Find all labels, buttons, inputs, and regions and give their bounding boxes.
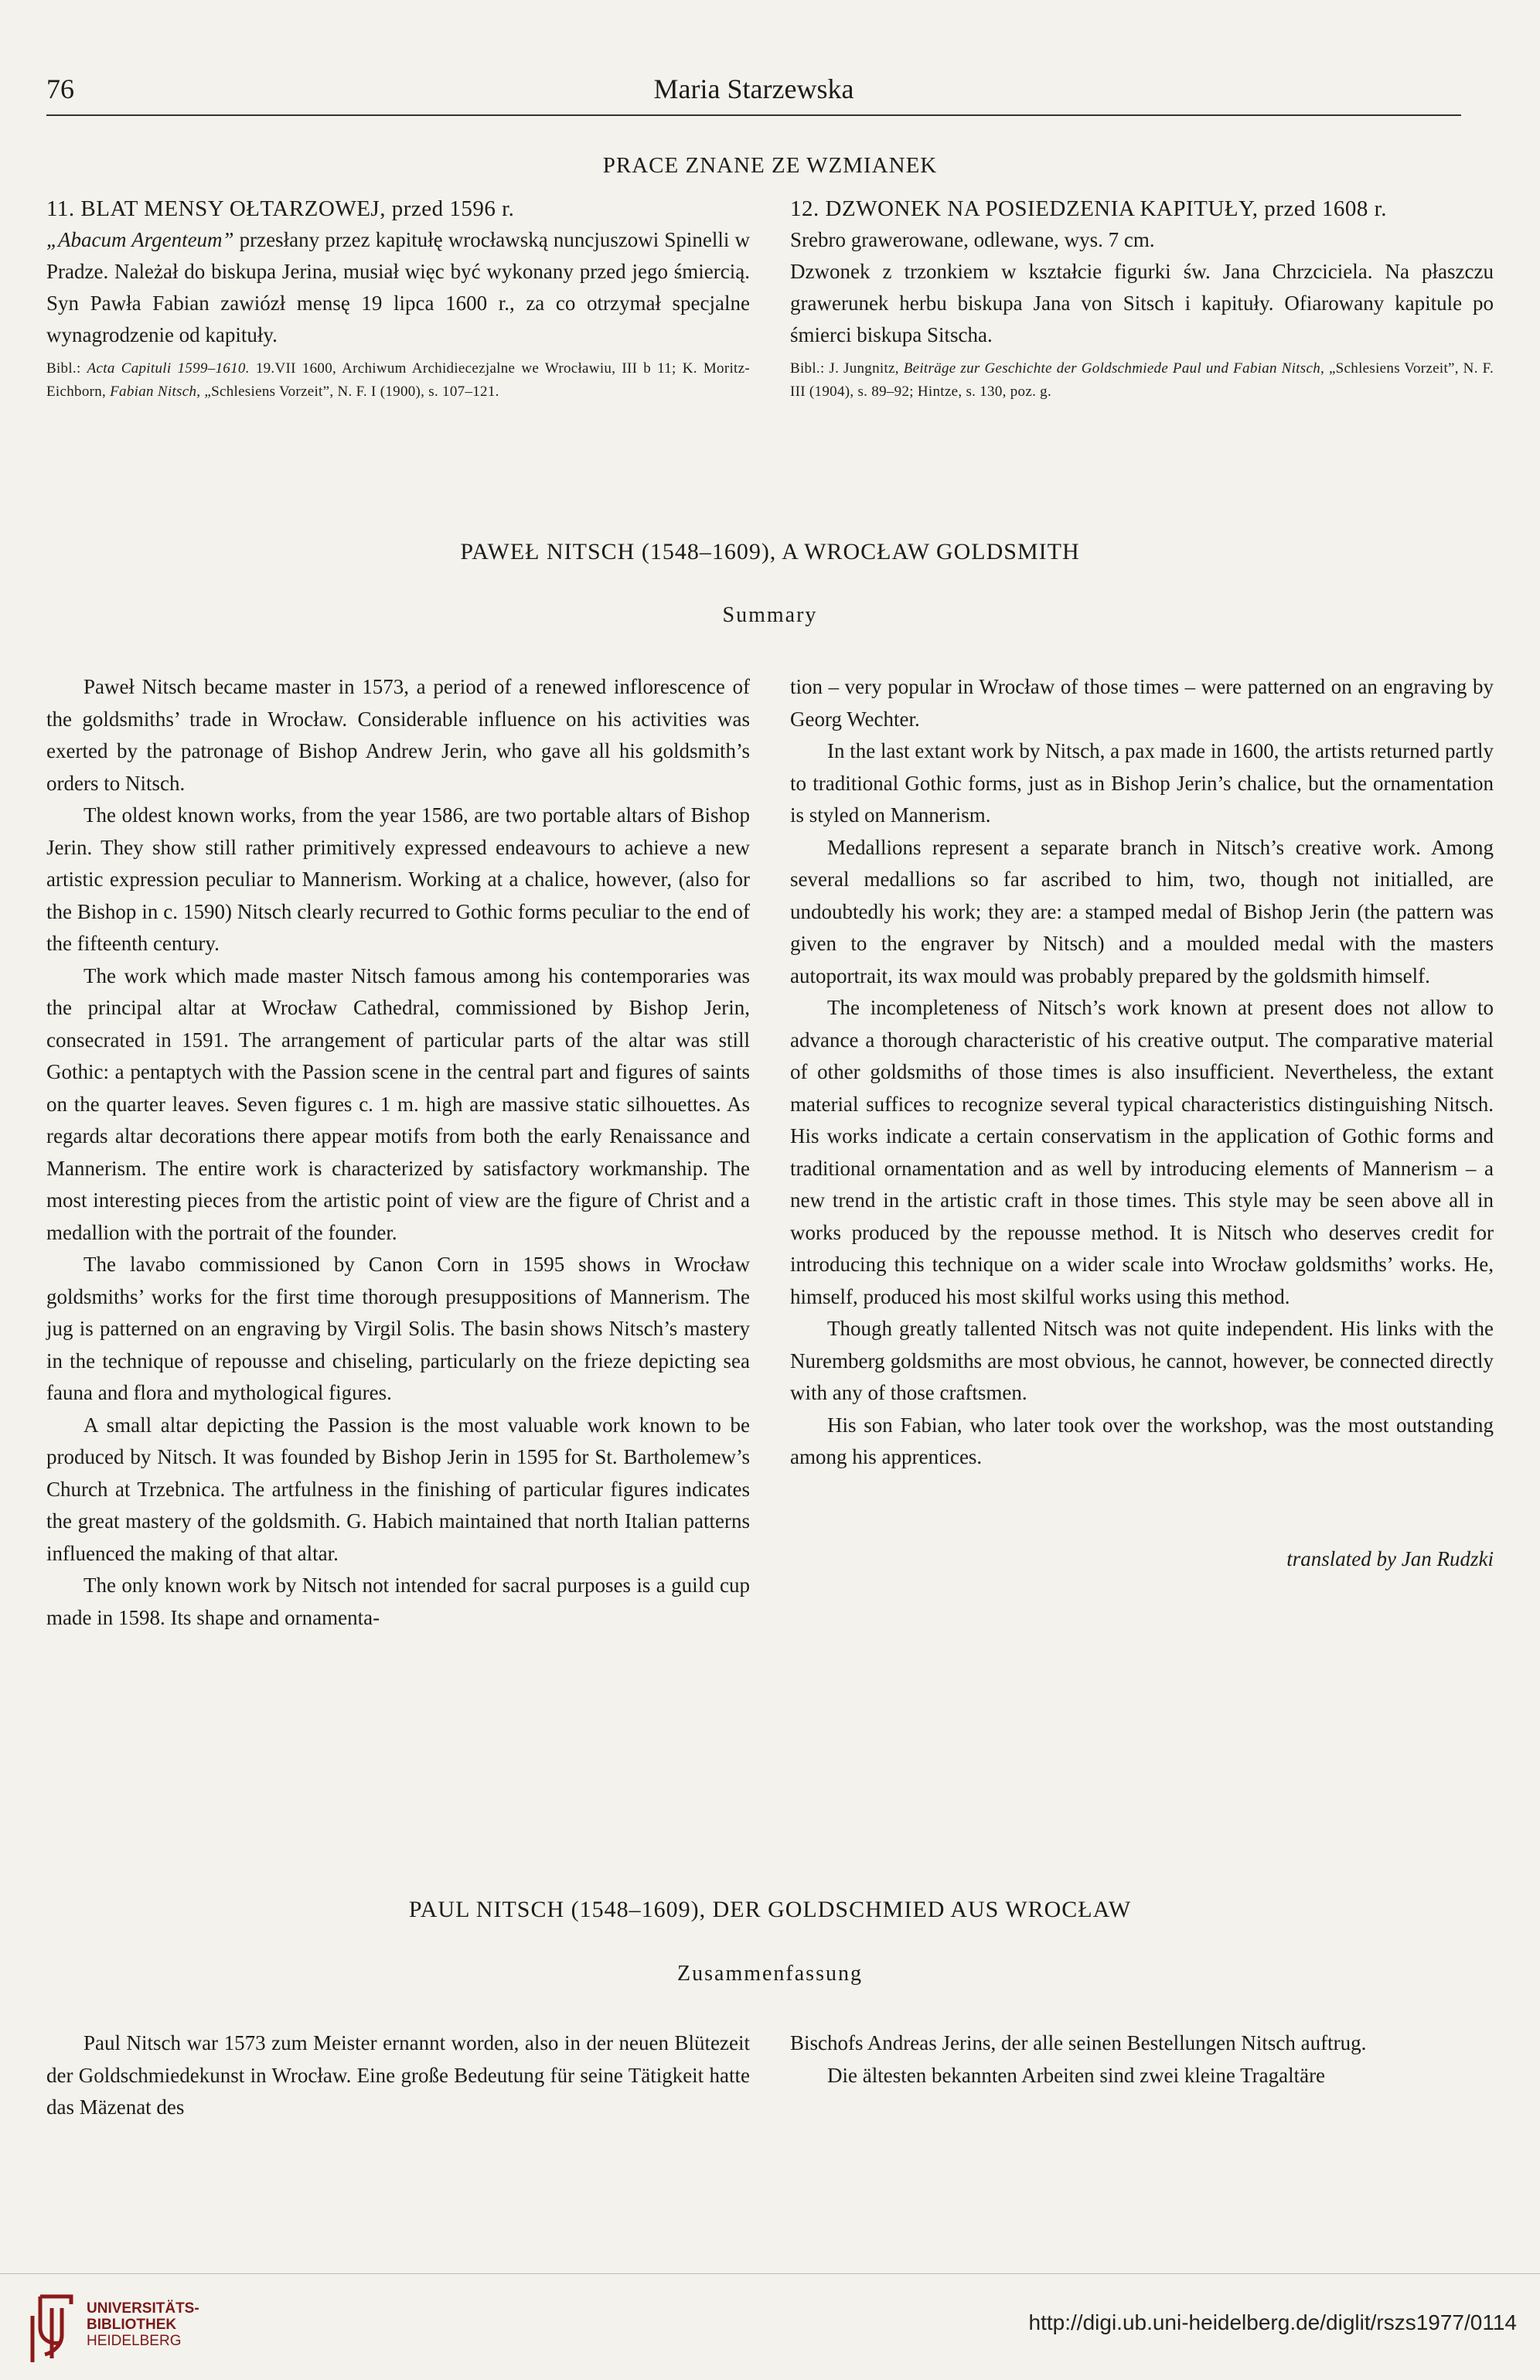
german-summary-subheading: Zusammenfassung bbox=[677, 1962, 863, 1986]
entry-11-body: przesłany przez kapitułę wrocławską nuncjuszowi Spinelli w Pradze. Należał do biskupa Jerina, musiał więc być wykonany przed jego śmiercią. Syn Pawła Fabian zawiózł mensę 19 lipca 1600 r., za co otrzymał specjalne wynagrodzenie od kapituły. bbox=[46, 228, 750, 346]
de-right-paragraph-2: Die ältesten bekannten Arbeiten sind zwei kleine Tragaltäre bbox=[827, 2063, 1326, 2087]
library-name bbox=[87, 2300, 199, 2349]
bibl-12-rest: „Schlesiens Vorzeit”, N. F. III (1904), s. 89–92; Hintze, s. 130, poz. g. bbox=[790, 360, 1494, 400]
library-logo-icon bbox=[17, 2281, 87, 2366]
en-right-paragraph-2: In the last extant work by Nitsch, a pax made in 1600, the artists returned partly to traditional Gothic forms, just as in Bishop Jerin’s chalice, but the ornamentation is styled on Mannerism. bbox=[790, 739, 1494, 827]
entry-11-italic: „Abacum Argenteum” bbox=[46, 228, 234, 251]
german-summary-heading: PAUL NITSCH (1548–1609), DER GOLDSCHMIED AUS WROCŁAW bbox=[408, 1897, 1132, 1922]
library-name-line-2: BIBLIOTHEK bbox=[87, 2317, 177, 2333]
entry-11-title: 11. BLAT MENSY OŁTARZOWEJ, przed 1596 r. bbox=[46, 196, 515, 221]
en-left-paragraph-4: The lavabo commissioned by Canon Corn in 1595 shows in Wrocław goldsmiths’ works for the first time thorough presuppositions of Mannerism. The jug is patterned on an engraving by Virgil Solis. The basin shows Nitsch’s mastery in the technique of repousse and chiseling, particularly on the frieze depicting sea fauna and flora and mythological figures. bbox=[46, 1253, 750, 1404]
running-title: Maria Starzewska bbox=[653, 73, 854, 104]
header-rule bbox=[46, 114, 1461, 116]
german-summary-right-column bbox=[790, 2027, 1494, 2092]
english-summary-heading: PAWEŁ NITSCH (1548–1609), A WROCŁAW GOLDSMITH bbox=[460, 539, 1080, 564]
en-left-paragraph-1: Paweł Nitsch became master in 1573, a period of a renewed inflorescence of the goldsmiths’ trade in Wrocław. Considerable influence on his activities was exerted by the patronage of Bishop Andrew Jerin, who gave all his goldsmith’s orders to Nitsch. bbox=[46, 675, 750, 795]
entry-12-line1: Srebro grawerowane, odlewane, wys. 7 cm. bbox=[790, 228, 1155, 251]
entry-11 bbox=[46, 193, 750, 404]
footer-rule bbox=[0, 2273, 1540, 2274]
known-section-heading: PRACE ZNANE ZE WZMIANEK bbox=[602, 153, 938, 178]
english-summary-subheading: Summary bbox=[722, 603, 818, 627]
german-summary-left-column bbox=[46, 2027, 750, 2124]
running-head bbox=[46, 68, 1461, 114]
de-left-paragraph-1: Paul Nitsch war 1573 zum Meister ernannt worden, also in der neuen Blütezeit der Goldschmiedekunst in Wrocław. Eine große Bedeutung für seine Tätigkeit hatte das Mäzenat des bbox=[46, 2031, 750, 2119]
de-right-paragraph-1: Bischofs Andreas Jerins, der alle seinen Bestellungen Nitsch auftrug. bbox=[790, 2031, 1367, 2054]
entry-12-text: Dzwonek z trzonkiem w kształcie figurki św. Jana Chrzciciela. Na płaszczu grawerunek herbu biskupa Jana von Sitsch i kapituły. Ofiarowany kapitule po śmierci biskupa Sitscha. bbox=[790, 260, 1494, 346]
en-left-paragraph-3: The work which made master Nitsch famous among his contemporaries was the principal altar at Wrocław Cathedral, commissioned by Bishop Jerin, consecrated in 1591. The arrangement of particular parts of the altar was still Gothic: a pentaptych with the Passion scene in the central part and figures of saints on the quarter leaves. Seven figures c. 1 m. high are massive static silhouettes. As regards altar decorations there appear motifs from both the early Renaissance and Mannerism. The entire work is characterized by satisfactory workmanship. The most interesting pieces from the artistic point of view are the figure of Christ and a medallion with the portrait of the founder. bbox=[46, 963, 750, 1244]
bibl-11-rest2: „Schlesiens Vorzeit”, N. F. I (1900), s. 107–121. bbox=[200, 384, 499, 400]
source-url-link[interactable]: http://digi.ub.uni-heidelberg.de/diglit/rszs1977/0114 bbox=[1028, 2310, 1517, 2334]
en-right-paragraph-1: tion – very popular in Wrocław of those times – were patterned on an engraving by Georg Wechter. bbox=[790, 675, 1494, 731]
library-name-line-3: HEIDELBERG bbox=[87, 2333, 182, 2349]
page-number: 76 bbox=[46, 73, 74, 104]
entry-11-bibliography bbox=[46, 357, 750, 404]
entry-12 bbox=[790, 193, 1494, 404]
entry-11-text bbox=[46, 224, 750, 351]
bibl-12-prefix: Bibl.: J. Jungnitz, bbox=[790, 360, 904, 377]
en-right-paragraph-6: His son Fabian, who later took over the workshop, was the most outstanding among his apprentices. bbox=[790, 1413, 1494, 1468]
en-right-paragraph-5: Though greatly tallented Nitsch was not quite independent. His links with the Nuremberg goldsmiths are most obvious, he cannot, however, be connected directly with any of those craftsmen. bbox=[790, 1317, 1494, 1404]
english-summary-right-column bbox=[790, 671, 1494, 1575]
bibl-11-prefix: Bibl.: bbox=[46, 360, 87, 377]
en-left-paragraph-2: The oldest known works, from the year 1586, are two portable altars of Bishop Jerin. They show still rather primitively expressed endeavours to achieve a new artistic expression peculiar to Mannerism. Working at a chalice, however, (also for the Bishop in c. 1590) Nitsch clearly recurred to Gothic forms peculiar to the end of the fifteenth century. bbox=[46, 803, 750, 955]
bibl-12-italic: Beiträge zur Geschichte der Goldschmiede Paul und Fabian Nitsch, bbox=[903, 360, 1325, 377]
bibl-11-italic: Acta Capituli 1599–1610. bbox=[87, 360, 250, 377]
bibl-11-rest: 19.VII 1600, Archiwum Archidiecezjalne we Wrocławiu, III b 11; K. Moritz-Eichborn, bbox=[46, 360, 750, 400]
en-left-paragraph-6: The only known work by Nitsch not intended for sacral purposes is a guild cup made in 1598. Its shape and ornamenta- bbox=[46, 1574, 750, 1629]
en-right-paragraph-3: Medallions represent a separate branch in Nitsch’s creative work. Among several medallions so far ascribed to him, two, though not initialled, are undoubtedly his work; they are: a stamped medal of Bishop Jerin (the pattern was given to the engraver by Nitsch) and a moulded medal with the masters autoportrait, its wax mould was probably prepared by the goldsmith himself. bbox=[790, 835, 1494, 987]
bibl-11-italic2: Fabian Nitsch, bbox=[110, 384, 201, 400]
translator-credit: translated by Jan Rudzki bbox=[1286, 1546, 1494, 1570]
en-right-paragraph-4: The incompleteness of Nitsch’s work known at present does not allow to advance a thorough characteristic of his creative output. The comparative material of other goldsmiths of those times is also insufficient. Nevertheless, the extant material suffices to recognize several typical characteristics distinguishing Nitsch. His works indicate a certain conservatism in the application of Gothic forms and traditional ornamentation and as well by introducing elements of Mannerism – a new trend in the artistic craft in those times. This style may be seen above all in works produced by the repousse method. It is Nitsch who deserves credit for introducing this technique on a wider scale into Wrocław goldsmiths’ works. He, himself, produced his most skilful works using this method. bbox=[790, 996, 1494, 1308]
en-left-paragraph-5: A small altar depicting the Passion is the most valuable work known to be produced by Nitsch. It was founded by Bishop Jerin in 1595 for St. Bartholemew’s Church at Trzebnica. The artfulness in the finishing of particular figures indicates the great mastery of the goldsmith. G. Habich maintained that north Italian patterns influenced the making of that altar. bbox=[46, 1413, 750, 1565]
english-summary-left-column bbox=[46, 671, 750, 1634]
library-name-line-1: UNIVERSITÄTS- bbox=[87, 2300, 199, 2317]
entry-12-bibliography bbox=[790, 357, 1494, 404]
entry-12-title: 12. DZWONEK NA POSIEDZENIA KAPITUŁY, przed 1608 r. bbox=[790, 196, 1387, 221]
